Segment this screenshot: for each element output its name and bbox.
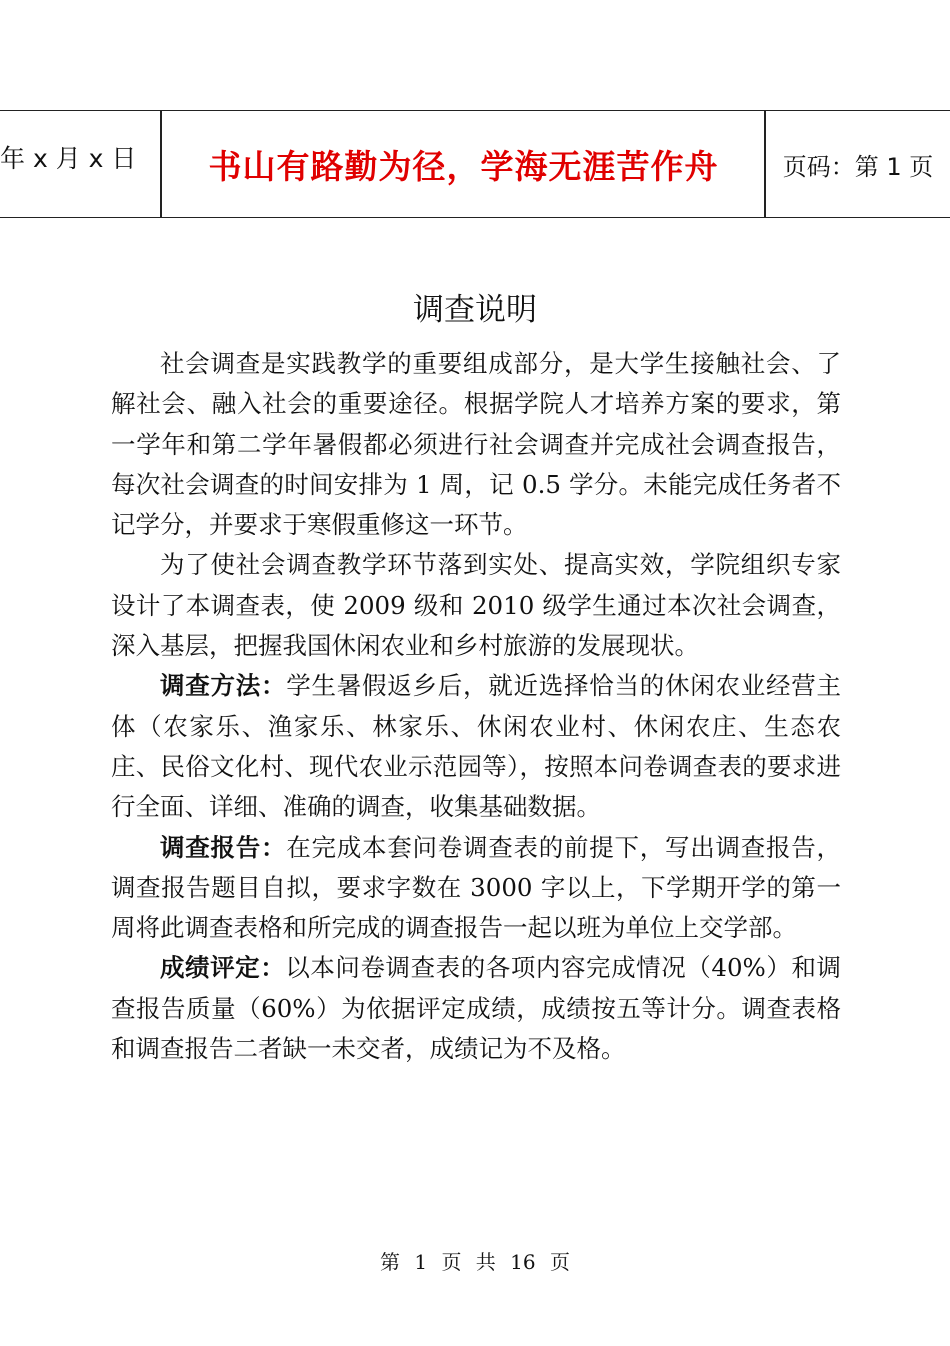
document-title: 调查说明 (413, 292, 537, 328)
paragraph-report (111, 828, 841, 949)
method-label: 调查方法： (160, 671, 287, 701)
page-header (0, 110, 950, 218)
header-date: 年 x 月 x 日 (0, 144, 137, 173)
report-label: 调查报告： (160, 832, 287, 862)
page-footer: 第 1 页 共 16 页 (380, 1250, 570, 1274)
paragraph-grading (111, 948, 841, 1069)
paragraph-method (111, 666, 841, 827)
header-page-number: 页码：第 1 页 (782, 152, 934, 181)
header-motto: 书山有路勤为径，学海无涯苦作舟 (208, 146, 719, 186)
grading-text: 以本问卷调查表的各项内容完成情况（40%）和调查报告质量（60%）为依据评定成绩，成绩按五等计分。调查表格和调查报告二者缺一未交者，成绩记为不及格。 (111, 953, 842, 1064)
method-text: 学生暑假返乡后，就近选择恰当的休闲农业经营主体（农家乐、渔家乐、林家乐、休闲农业村、休闲农庄、生态农庄、民俗文化村、现代农业示范园等），按照本问卷调查表的要求进行全面、详细、准确的调查，收集基础数据。 (111, 671, 841, 822)
paragraph: 社会调查是实践教学的重要组成部分，是大学生接触社会、了解社会、融入社会的重要途径。根据学院人才培养方案的要求，第一学年和第二学年暑假都必须进行社会调查并完成社会调查报告，每次社会调查的时间安排为 1 周，记 0.5 学分。未能完成任务者不记学分，并要求于寒假重修这一环节。 (111, 349, 841, 540)
grading-label: 成绩评定： (160, 953, 286, 983)
report-text: 在完成本套问卷调查表的前提下，写出调查报告，调查报告题目自拟，要求字数在 3000 字以上，下学期开学的第一周将此调查表格和所完成的调查报告一起以班为单位上交学部。 (111, 832, 841, 943)
paragraph: 为了使社会调查教学环节落到实处、提高实效，学院组织专家设计了本调查表，使 2009 级和 2010 级学生通过本次社会调查，深入基层，把握我国休闲农业和乡村旅游的发展现状。 (111, 550, 841, 661)
document-body (111, 344, 841, 1069)
